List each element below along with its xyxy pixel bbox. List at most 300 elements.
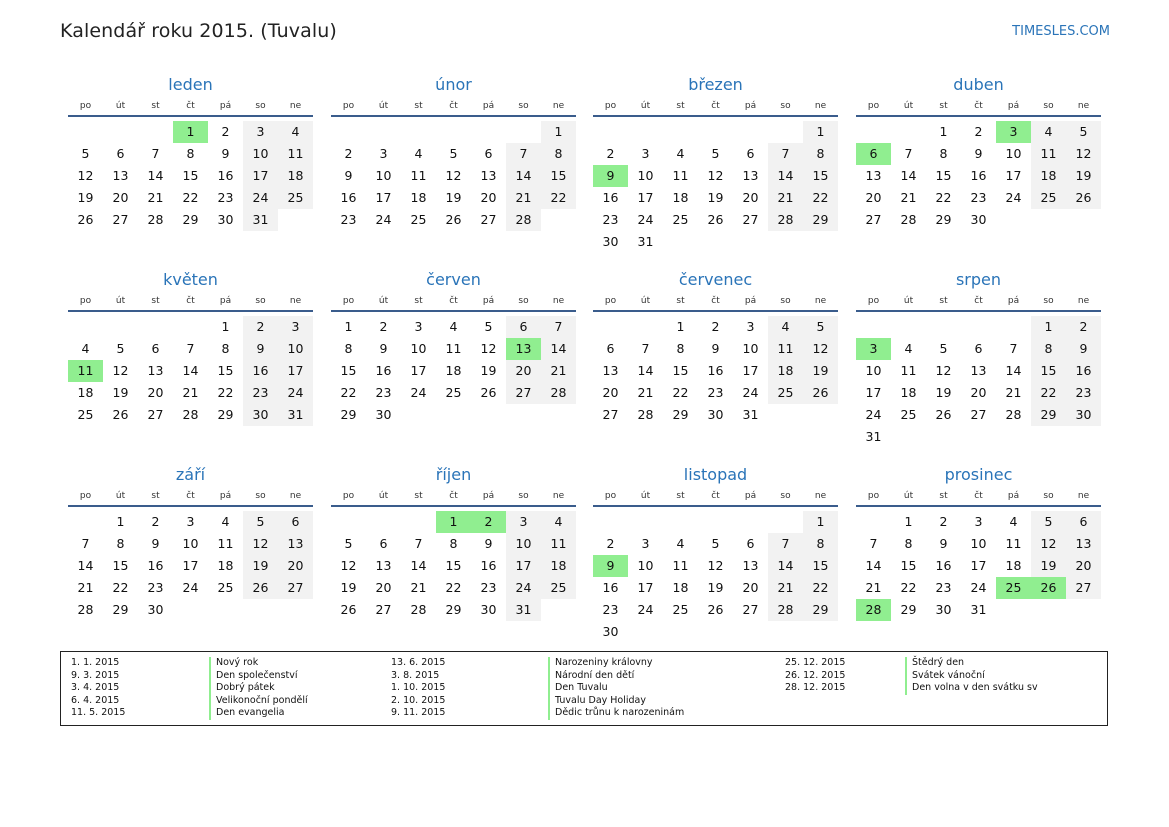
day-cell[interactable]: 9 [151, 536, 160, 551]
day-cell[interactable]: 2 [471, 511, 506, 533]
day-cell[interactable]: 21 [541, 360, 576, 382]
day-cell[interactable]: 20 [865, 190, 882, 205]
day-cell[interactable]: 21 [865, 580, 882, 595]
day-cell[interactable]: 27 [742, 602, 759, 617]
day-cell[interactable]: 16 [340, 190, 357, 205]
day-cell[interactable]: 9 [593, 555, 628, 577]
day-cell[interactable]: 16 [602, 580, 619, 595]
day-cell[interactable]: 22 [935, 190, 952, 205]
day-cell[interactable]: 21 [410, 580, 427, 595]
day-cell[interactable]: 20 [742, 580, 759, 595]
day-cell[interactable]: 11 [217, 536, 234, 551]
day-cell[interactable]: 12 [707, 558, 724, 573]
day-cell[interactable]: 18 [410, 190, 427, 205]
day-cell[interactable]: 22 [217, 385, 234, 400]
day-cell[interactable]: 10 [742, 341, 759, 356]
day-cell[interactable]: 22 [803, 577, 838, 599]
day-cell[interactable]: 4 [1031, 121, 1066, 143]
day-cell[interactable]: 18 [278, 165, 313, 187]
day-cell[interactable]: 25 [77, 407, 94, 422]
day-cell[interactable]: 24 [182, 580, 199, 595]
day-cell[interactable]: 17 [1005, 168, 1022, 183]
day-cell[interactable]: 17 [375, 190, 392, 205]
day-cell[interactable]: 8 [1031, 338, 1066, 360]
day-cell[interactable]: 18 [77, 385, 94, 400]
day-cell[interactable]: 27 [278, 577, 313, 599]
day-cell[interactable]: 23 [970, 190, 987, 205]
day-cell[interactable]: 19 [1066, 165, 1101, 187]
day-cell[interactable]: 10 [182, 536, 199, 551]
day-cell[interactable]: 19 [445, 190, 462, 205]
day-cell[interactable]: 1 [173, 121, 208, 143]
day-cell[interactable]: 4 [81, 341, 90, 356]
day-cell[interactable]: 14 [865, 558, 882, 573]
day-cell[interactable]: 15 [803, 165, 838, 187]
day-cell[interactable]: 28 [182, 407, 199, 422]
day-cell[interactable]: 27 [112, 212, 129, 227]
day-cell[interactable]: 22 [900, 580, 917, 595]
day-cell[interactable]: 3 [641, 146, 650, 161]
day-cell[interactable]: 18 [1005, 558, 1022, 573]
day-cell[interactable]: 22 [182, 190, 199, 205]
day-cell[interactable]: 8 [221, 341, 230, 356]
day-cell[interactable]: 24 [1005, 190, 1022, 205]
day-cell[interactable]: 31 [506, 599, 541, 621]
day-cell[interactable]: 1 [803, 121, 838, 143]
day-cell[interactable]: 11 [445, 341, 462, 356]
day-cell[interactable]: 10 [637, 558, 654, 573]
day-cell[interactable]: 30 [602, 624, 619, 639]
day-cell[interactable]: 21 [506, 187, 541, 209]
day-cell[interactable]: 28 [541, 382, 576, 404]
day-cell[interactable]: 6 [746, 536, 755, 551]
day-cell[interactable]: 19 [480, 363, 497, 378]
day-cell[interactable]: 28 [1005, 407, 1022, 422]
day-cell[interactable]: 26 [707, 212, 724, 227]
day-cell[interactable]: 11 [541, 533, 576, 555]
day-cell[interactable]: 18 [541, 555, 576, 577]
day-cell[interactable]: 1 [541, 121, 576, 143]
day-cell[interactable]: 12 [1066, 143, 1101, 165]
day-cell[interactable]: 12 [112, 363, 129, 378]
day-cell[interactable]: 29 [672, 407, 689, 422]
day-cell[interactable]: 21 [182, 385, 199, 400]
day-cell[interactable]: 23 [243, 382, 278, 404]
day-cell[interactable]: 18 [900, 385, 917, 400]
day-cell[interactable]: 28 [768, 599, 803, 621]
day-cell[interactable]: 16 [375, 363, 392, 378]
day-cell[interactable]: 13 [1066, 533, 1101, 555]
day-cell[interactable]: 4 [904, 341, 913, 356]
day-cell[interactable]: 11 [68, 360, 103, 382]
day-cell[interactable]: 27 [1066, 577, 1101, 599]
day-cell[interactable]: 11 [1005, 536, 1022, 551]
day-cell[interactable]: 2 [243, 316, 278, 338]
day-cell[interactable]: 3 [414, 319, 423, 334]
day-cell[interactable]: 20 [506, 360, 541, 382]
day-cell[interactable]: 13 [742, 558, 759, 573]
day-cell[interactable]: 12 [935, 363, 952, 378]
day-cell[interactable]: 15 [340, 363, 357, 378]
day-cell[interactable]: 23 [935, 580, 952, 595]
day-cell[interactable]: 15 [182, 168, 199, 183]
day-cell[interactable]: 15 [900, 558, 917, 573]
day-cell[interactable]: 1 [1031, 316, 1066, 338]
day-cell[interactable]: 2 [151, 514, 160, 529]
day-cell[interactable]: 16 [480, 558, 497, 573]
day-cell[interactable]: 29 [445, 602, 462, 617]
day-cell[interactable]: 23 [217, 190, 234, 205]
day-cell[interactable]: 13 [602, 363, 619, 378]
day-cell[interactable]: 2 [379, 319, 388, 334]
day-cell[interactable]: 31 [865, 429, 882, 444]
day-cell[interactable]: 7 [904, 146, 913, 161]
day-cell[interactable]: 9 [379, 341, 388, 356]
day-cell[interactable]: 19 [77, 190, 94, 205]
day-cell[interactable]: 15 [935, 168, 952, 183]
day-cell[interactable]: 14 [768, 165, 803, 187]
day-cell[interactable]: 22 [1031, 382, 1066, 404]
day-cell[interactable]: 8 [676, 341, 685, 356]
day-cell[interactable]: 3 [641, 536, 650, 551]
day-cell[interactable]: 6 [974, 341, 983, 356]
day-cell[interactable]: 24 [742, 385, 759, 400]
day-cell[interactable]: 11 [900, 363, 917, 378]
day-cell[interactable]: 20 [970, 385, 987, 400]
day-cell[interactable]: 6 [151, 341, 160, 356]
day-cell[interactable]: 29 [182, 212, 199, 227]
day-cell[interactable]: 7 [151, 146, 160, 161]
day-cell[interactable]: 14 [410, 558, 427, 573]
day-cell[interactable]: 16 [970, 168, 987, 183]
day-cell[interactable]: 27 [506, 382, 541, 404]
day-cell[interactable]: 4 [1009, 514, 1018, 529]
day-cell[interactable]: 27 [147, 407, 164, 422]
day-cell[interactable]: 5 [81, 146, 90, 161]
day-cell[interactable]: 9 [344, 168, 353, 183]
day-cell[interactable]: 23 [340, 212, 357, 227]
day-cell[interactable]: 18 [768, 360, 803, 382]
day-cell[interactable]: 31 [970, 602, 987, 617]
day-cell[interactable]: 16 [935, 558, 952, 573]
day-cell[interactable]: 9 [939, 536, 948, 551]
day-cell[interactable]: 30 [707, 407, 724, 422]
day-cell[interactable]: 19 [707, 580, 724, 595]
day-cell[interactable]: 8 [449, 536, 458, 551]
day-cell[interactable]: 5 [1066, 121, 1101, 143]
day-cell[interactable]: 13 [742, 168, 759, 183]
day-cell[interactable]: 4 [676, 146, 685, 161]
day-cell[interactable]: 1 [436, 511, 471, 533]
day-cell[interactable]: 14 [147, 168, 164, 183]
day-cell[interactable]: 26 [340, 602, 357, 617]
day-cell[interactable]: 20 [278, 555, 313, 577]
day-cell[interactable]: 28 [900, 212, 917, 227]
day-cell[interactable]: 19 [935, 385, 952, 400]
day-cell[interactable]: 17 [182, 558, 199, 573]
day-cell[interactable]: 13 [112, 168, 129, 183]
day-cell[interactable]: 12 [77, 168, 94, 183]
day-cell[interactable]: 26 [243, 577, 278, 599]
day-cell[interactable]: 26 [77, 212, 94, 227]
day-cell[interactable]: 24 [637, 602, 654, 617]
day-cell[interactable]: 17 [637, 190, 654, 205]
day-cell[interactable]: 13 [278, 533, 313, 555]
day-cell[interactable]: 8 [186, 146, 195, 161]
day-cell[interactable]: 2 [344, 146, 353, 161]
day-cell[interactable]: 1 [803, 511, 838, 533]
day-cell[interactable]: 12 [1031, 533, 1066, 555]
day-cell[interactable]: 9 [974, 146, 983, 161]
day-cell[interactable]: 28 [637, 407, 654, 422]
day-cell[interactable]: 27 [970, 407, 987, 422]
day-cell[interactable]: 24 [865, 407, 882, 422]
day-cell[interactable]: 12 [480, 341, 497, 356]
day-cell[interactable]: 16 [217, 168, 234, 183]
day-cell[interactable]: 26 [112, 407, 129, 422]
day-cell[interactable]: 11 [672, 558, 689, 573]
day-cell[interactable]: 25 [410, 212, 427, 227]
day-cell[interactable]: 28 [856, 599, 891, 621]
day-cell[interactable]: 10 [375, 168, 392, 183]
day-cell[interactable]: 28 [506, 209, 541, 231]
day-cell[interactable]: 6 [506, 316, 541, 338]
day-cell[interactable]: 31 [243, 209, 278, 231]
day-cell[interactable]: 25 [541, 577, 576, 599]
day-cell[interactable]: 3 [379, 146, 388, 161]
day-cell[interactable]: 1 [939, 124, 948, 139]
day-cell[interactable]: 3 [186, 514, 195, 529]
day-cell[interactable]: 31 [742, 407, 759, 422]
day-cell[interactable]: 25 [900, 407, 917, 422]
day-cell[interactable]: 14 [768, 555, 803, 577]
day-cell[interactable]: 29 [803, 209, 838, 231]
day-cell[interactable]: 10 [865, 363, 882, 378]
day-cell[interactable]: 11 [1031, 143, 1066, 165]
day-cell[interactable]: 30 [217, 212, 234, 227]
day-cell[interactable]: 5 [939, 341, 948, 356]
day-cell[interactable]: 20 [112, 190, 129, 205]
day-cell[interactable]: 19 [1031, 555, 1066, 577]
day-cell[interactable]: 2 [939, 514, 948, 529]
day-cell[interactable]: 20 [480, 190, 497, 205]
day-cell[interactable]: 17 [742, 363, 759, 378]
day-cell[interactable]: 9 [711, 341, 720, 356]
day-cell[interactable]: 6 [278, 511, 313, 533]
day-cell[interactable]: 1 [904, 514, 913, 529]
day-cell[interactable]: 8 [803, 533, 838, 555]
day-cell[interactable]: 20 [742, 190, 759, 205]
day-cell[interactable]: 29 [217, 407, 234, 422]
day-cell[interactable]: 15 [217, 363, 234, 378]
day-cell[interactable]: 9 [221, 146, 230, 161]
day-cell[interactable]: 20 [602, 385, 619, 400]
day-cell[interactable]: 26 [445, 212, 462, 227]
day-cell[interactable]: 10 [637, 168, 654, 183]
day-cell[interactable]: 24 [243, 187, 278, 209]
day-cell[interactable]: 28 [147, 212, 164, 227]
day-cell[interactable]: 5 [344, 536, 353, 551]
day-cell[interactable]: 16 [147, 558, 164, 573]
day-cell[interactable]: 7 [541, 316, 576, 338]
day-cell[interactable]: 8 [344, 341, 353, 356]
day-cell[interactable]: 20 [1066, 555, 1101, 577]
day-cell[interactable]: 3 [974, 514, 983, 529]
day-cell[interactable]: 23 [1066, 382, 1101, 404]
day-cell[interactable]: 26 [803, 382, 838, 404]
day-cell[interactable]: 7 [186, 341, 195, 356]
day-cell[interactable]: 7 [768, 143, 803, 165]
day-cell[interactable]: 5 [711, 536, 720, 551]
day-cell[interactable]: 30 [1066, 404, 1101, 426]
day-cell[interactable]: 25 [672, 602, 689, 617]
day-cell[interactable]: 4 [414, 146, 423, 161]
day-cell[interactable]: 28 [77, 602, 94, 617]
day-cell[interactable]: 21 [900, 190, 917, 205]
day-cell[interactable]: 17 [637, 580, 654, 595]
day-cell[interactable]: 1 [344, 319, 353, 334]
day-cell[interactable]: 21 [637, 385, 654, 400]
day-cell[interactable]: 2 [974, 124, 983, 139]
day-cell[interactable]: 12 [340, 558, 357, 573]
day-cell[interactable]: 14 [77, 558, 94, 573]
day-cell[interactable]: 4 [278, 121, 313, 143]
day-cell[interactable]: 10 [243, 143, 278, 165]
day-cell[interactable]: 31 [278, 404, 313, 426]
day-cell[interactable]: 2 [221, 124, 230, 139]
day-cell[interactable]: 14 [1005, 363, 1022, 378]
day-cell[interactable]: 26 [480, 385, 497, 400]
day-cell[interactable]: 28 [410, 602, 427, 617]
day-cell[interactable]: 18 [672, 190, 689, 205]
day-cell[interactable]: 11 [672, 168, 689, 183]
day-cell[interactable]: 30 [243, 404, 278, 426]
day-cell[interactable]: 23 [375, 385, 392, 400]
day-cell[interactable]: 6 [116, 146, 125, 161]
day-cell[interactable]: 2 [711, 319, 720, 334]
day-cell[interactable]: 29 [900, 602, 917, 617]
day-cell[interactable]: 2 [606, 536, 615, 551]
day-cell[interactable]: 27 [480, 212, 497, 227]
day-cell[interactable]: 15 [803, 555, 838, 577]
day-cell[interactable]: 4 [221, 514, 230, 529]
day-cell[interactable]: 17 [278, 360, 313, 382]
day-cell[interactable]: 7 [768, 533, 803, 555]
day-cell[interactable]: 26 [1031, 577, 1066, 599]
day-cell[interactable]: 23 [707, 385, 724, 400]
day-cell[interactable]: 22 [445, 580, 462, 595]
day-cell[interactable]: 11 [768, 338, 803, 360]
day-cell[interactable]: 5 [1031, 511, 1066, 533]
day-cell[interactable]: 30 [970, 212, 987, 227]
day-cell[interactable]: 7 [81, 536, 90, 551]
day-cell[interactable]: 3 [278, 316, 313, 338]
day-cell[interactable]: 12 [243, 533, 278, 555]
day-cell[interactable]: 2 [606, 146, 615, 161]
day-cell[interactable]: 16 [243, 360, 278, 382]
day-cell[interactable]: 24 [410, 385, 427, 400]
day-cell[interactable]: 13 [147, 363, 164, 378]
day-cell[interactable]: 8 [541, 143, 576, 165]
day-cell[interactable]: 9 [484, 536, 493, 551]
day-cell[interactable]: 27 [742, 212, 759, 227]
day-cell[interactable]: 14 [182, 363, 199, 378]
day-cell[interactable]: 26 [1066, 187, 1101, 209]
day-cell[interactable]: 29 [1031, 404, 1066, 426]
day-cell[interactable]: 25 [768, 382, 803, 404]
day-cell[interactable]: 18 [672, 580, 689, 595]
day-cell[interactable]: 29 [112, 602, 129, 617]
day-cell[interactable]: 8 [803, 143, 838, 165]
day-cell[interactable]: 8 [904, 536, 913, 551]
day-cell[interactable]: 7 [506, 143, 541, 165]
day-cell[interactable]: 13 [375, 558, 392, 573]
day-cell[interactable]: 12 [707, 168, 724, 183]
day-cell[interactable]: 15 [445, 558, 462, 573]
day-cell[interactable]: 13 [480, 168, 497, 183]
day-cell[interactable]: 10 [970, 536, 987, 551]
day-cell[interactable]: 10 [278, 338, 313, 360]
day-cell[interactable]: 22 [112, 580, 129, 595]
day-cell[interactable]: 18 [217, 558, 234, 573]
day-cell[interactable]: 4 [541, 511, 576, 533]
day-cell[interactable]: 17 [243, 165, 278, 187]
day-cell[interactable]: 19 [340, 580, 357, 595]
day-cell[interactable]: 2 [1066, 316, 1101, 338]
day-cell[interactable]: 29 [340, 407, 357, 422]
day-cell[interactable]: 22 [541, 187, 576, 209]
day-cell[interactable]: 27 [375, 602, 392, 617]
day-cell[interactable]: 24 [278, 382, 313, 404]
day-cell[interactable]: 15 [672, 363, 689, 378]
day-cell[interactable]: 23 [480, 580, 497, 595]
day-cell[interactable]: 15 [112, 558, 129, 573]
day-cell[interactable]: 30 [147, 602, 164, 617]
day-cell[interactable]: 19 [803, 360, 838, 382]
day-cell[interactable]: 11 [278, 143, 313, 165]
day-cell[interactable]: 24 [970, 580, 987, 595]
day-cell[interactable]: 14 [637, 363, 654, 378]
day-cell[interactable]: 13 [865, 168, 882, 183]
day-cell[interactable]: 4 [768, 316, 803, 338]
day-cell[interactable]: 17 [410, 363, 427, 378]
day-cell[interactable]: 3 [243, 121, 278, 143]
day-cell[interactable]: 12 [803, 338, 838, 360]
day-cell[interactable]: 24 [375, 212, 392, 227]
day-cell[interactable]: 8 [116, 536, 125, 551]
day-cell[interactable]: 30 [480, 602, 497, 617]
day-cell[interactable]: 23 [602, 212, 619, 227]
day-cell[interactable]: 1 [116, 514, 125, 529]
day-cell[interactable]: 5 [116, 341, 125, 356]
day-cell[interactable]: 7 [869, 536, 878, 551]
day-cell[interactable]: 25 [1031, 187, 1066, 209]
day-cell[interactable]: 6 [746, 146, 755, 161]
brand-link[interactable]: TIMESLES.COM [1012, 24, 1110, 39]
day-cell[interactable]: 22 [803, 187, 838, 209]
day-cell[interactable]: 14 [506, 165, 541, 187]
day-cell[interactable]: 16 [1066, 360, 1101, 382]
day-cell[interactable]: 30 [935, 602, 952, 617]
day-cell[interactable]: 15 [1031, 360, 1066, 382]
day-cell[interactable]: 26 [935, 407, 952, 422]
day-cell[interactable]: 6 [1066, 511, 1101, 533]
day-cell[interactable]: 16 [602, 190, 619, 205]
day-cell[interactable]: 10 [410, 341, 427, 356]
day-cell[interactable]: 9 [593, 165, 628, 187]
day-cell[interactable]: 20 [147, 385, 164, 400]
day-cell[interactable]: 10 [1005, 146, 1022, 161]
